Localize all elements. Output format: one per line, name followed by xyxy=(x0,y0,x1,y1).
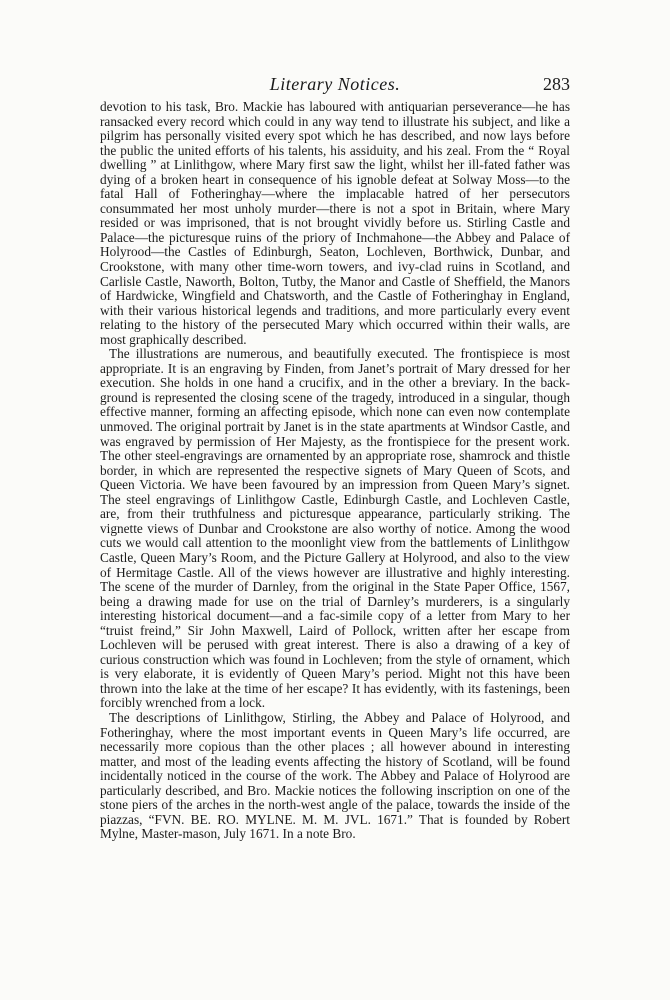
page-number: 283 xyxy=(543,74,570,94)
page-header xyxy=(100,74,570,96)
paragraph-1: devotion to his task, Bro. Mackie has laboured with antiquarian perseverance—he has ransacked every record which could in any way tend to illustrate his subject, and like a pilgrim has personally visited every spot which he has described, and now lays before the public the united efforts of his talents, his assiduity, and his zeal. From the “ Royal dwelling ” at Linlithgow, where Mary first saw the light, whilst her ill-fated father was dying of a broken heart in consequence of his ignoble defeat at Solway Moss—to the fatal Hall of Fotheringhay—where the implacable hatred of her persecutors consummated her most unholy murder—there is not a spot in Britain, where Mary resided or was imprisoned, that is not brought vividly before us. Stirling Castle and Palace—the picturesque ruins of the priory of Inchmahone—the Abbey and Palace of Holyrood—the Castles of Edinburgh, Seaton, Lochleven, Borthwick, Dunbar, and Crookstone, with many other time-worn towers, and ivy-clad ruins in Scotland, and Carlisle Castle, Naworth, Bolton, Tutby, the Manor and Castle of Sheffield, the Manors of Hardwicke, Wingfield and Chatsworth, and the Castle of Fotheringhay in England, with their various historical legends and traditions, and more particularly every event relating to the history of the persecuted Mary which occurred within their walls, are most graphically described. xyxy=(100,99,570,347)
running-title: Literary Notices. xyxy=(269,74,401,94)
paragraph-3: The descriptions of Linlithgow, Stirling, the Abbey and Palace of Holyrood, and Fotheringhay, where the most important events in Queen Mary’s life occurred, are necessarily more copious than the other places ; all however abound in interesting matter, and most of the leading events affecting the history of Scotland, will be found incidentally noticed in the course of the work. The Abbey and Palace of Holyrood are particularly described, and Bro. Mackie notices the following inscription on one of the stone piers of the arches in the north-west angle of the palace, towards the inside of the piazzas, “FVN. BE. RO. MYLNE. M. M. JVL. 1671.” That is founded by Robert Mylne, Master-mason, July 1671. In a note Bro. xyxy=(100,709,570,842)
body-text xyxy=(100,100,570,842)
paragraph-2: The illustrations are numerous, and beautifully executed. The frontispiece is most appropriate. It is an engraving by Finden, from Janet’s portrait of Mary dressed for her execution. She holds in one hand a crucifix, and in the other a breviary. In the back-ground is represented the closing scene of the tragedy, introduced in a singular, though effective manner, forming an affecting episode, which none can even now contemplate unmoved. The original portrait by Janet is in the state apartments at Windsor Castle, and was engraved by permission of Her Majesty, as the frontispiece for the present work. The other steel-engravings are ornamented by an appropriate rose, shamrock and thistle border, in which are represented the respective signets of Mary Queen of Scots, and Queen Victoria. We have been favoured by an impression from Queen Mary’s signet. The steel engravings of Linlithgow Castle, Edinburgh Castle, and Lochleven Castle, are, from their truthfulness and picturesque appearance, particularly striking. The vignette views of Dunbar and Crookstone are also worthy of notice. Among the wood cuts we would call attention to the moonlight view from the battlements of Linlithgow Castle, Queen Mary’s Room, and the Picture Gallery at Holyrood, and also to the view of Hermitage Castle. All of the views however are illustrative and highly interesting. The scene of the murder of Darnley, from the original in the State Paper Office, 1567, being a drawing made for use on the trial of Darnley’s murderers, is a singularly interesting historical document—and a fac-simile copy of a letter from Mary to her “truist freind,” Sir John Maxwell, Laird of Pollock, written after her escape from Lochleven will be perused with great interest. There is also a drawing of a key of curious construction which was found in Lochleven; from the style of ornament, which is very elaborate, it is evidently of Queen Mary’s period. Might not this have been thrown into the lake at the time of her escape? It has evidently, with its fastenings, been forcibly wrenched from a lock. xyxy=(100,346,570,711)
